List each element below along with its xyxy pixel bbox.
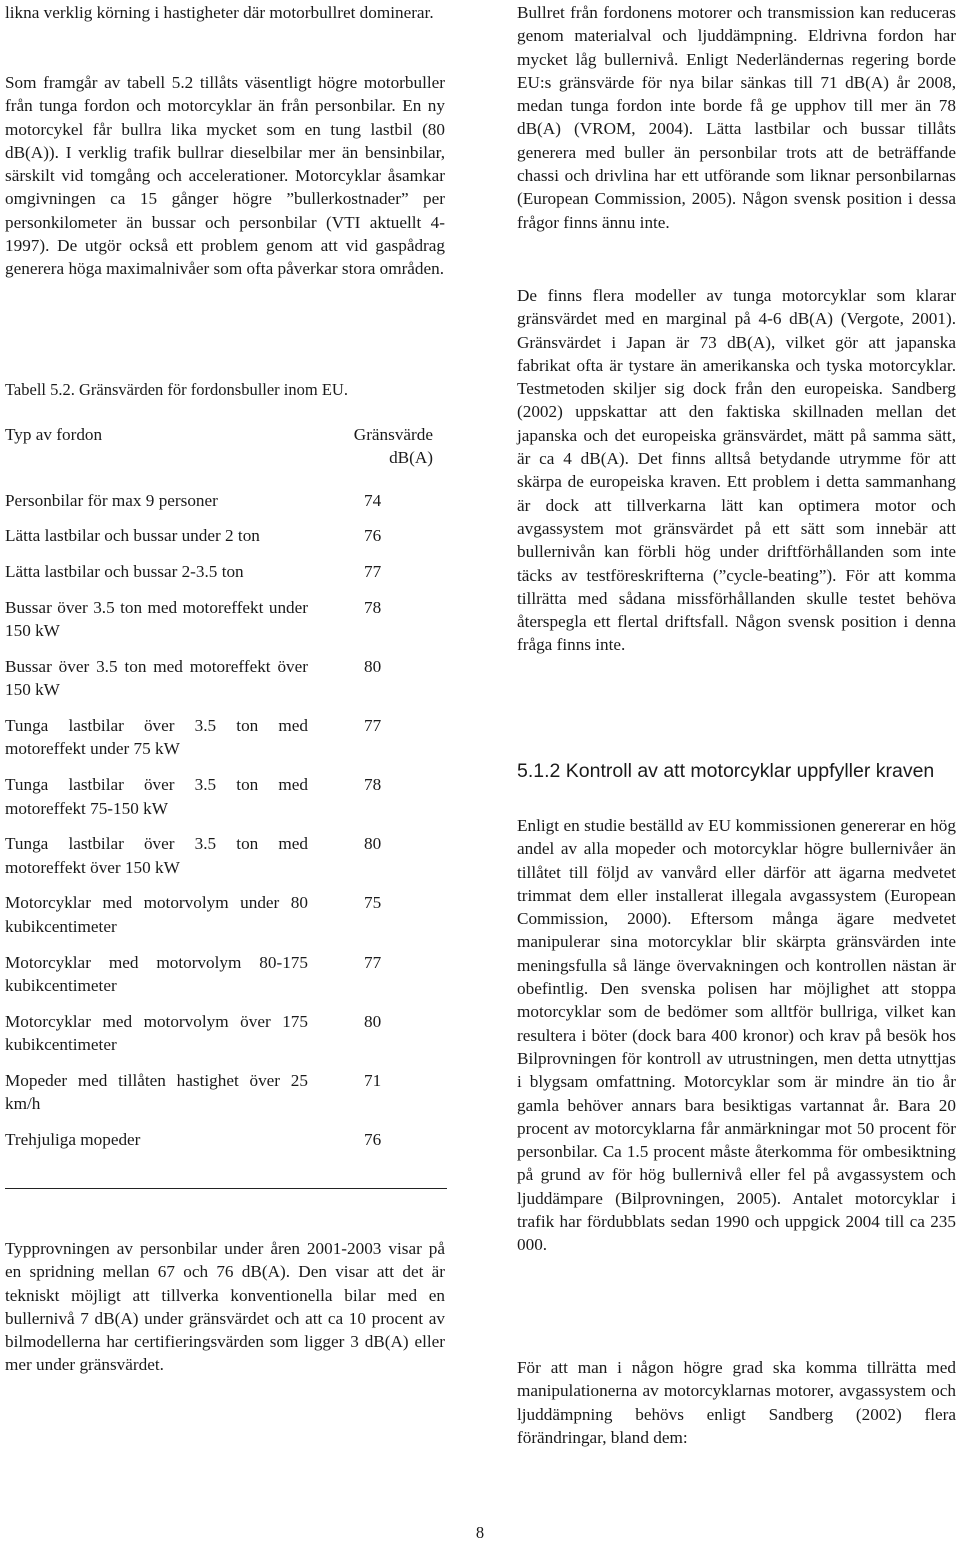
vehicle-type-cell: Tunga lastbilar över 3.5 ton med motoreffekt över 150 kW xyxy=(5,834,308,877)
vehicle-type-cell: Personbilar för max 9 personer xyxy=(5,490,218,510)
limit-cell: 77 xyxy=(364,952,382,972)
table-row xyxy=(5,1010,447,1069)
table-row xyxy=(5,524,447,560)
vehicle-type-cell: Motorcyklar med motorvolym 80-175 kubikcentimeter xyxy=(5,952,308,995)
vehicle-type-cell: Lätta lastbilar och bussar under 2 ton xyxy=(5,526,260,546)
vehicle-type-cell: Lätta lastbilar och bussar 2-3.5 ton xyxy=(5,562,244,582)
table-row xyxy=(5,773,447,832)
limit-cell: 71 xyxy=(364,1070,382,1090)
table-row xyxy=(5,489,447,525)
vehicle-type-cell: Tunga lastbilar över 3.5 ton med motoreffekt under 75 kW xyxy=(5,716,308,759)
table-row xyxy=(5,596,447,655)
header-vehicle-type: Typ av fordon xyxy=(5,425,103,444)
vehicle-type-cell: Motorcyklar med motorvolym över 175 kubikcentimeter xyxy=(5,1011,308,1054)
limit-cell: 75 xyxy=(364,893,382,913)
vehicle-type-cell: Bussar över 3.5 ton med motoreffekt över 150 kW xyxy=(5,657,308,700)
limit-cell: 80 xyxy=(364,834,382,854)
limit-cell: 80 xyxy=(364,1011,382,1031)
paragraph-type-approval: Typprovningen av personbilar under åren 2001-2003 visar på en spridning mellan 67 och 76 dB(A). Den visar att det är tekniskt möjligt att tillverka konventionella bilar med en bullernivå 7 dB(A) under gränsvärdet och att ca 10 procent av bilmodellerna har certifieringsvärden som ligger 3 dB(A) eller mer under gränsvärdet. xyxy=(5,1239,445,1375)
table-row xyxy=(5,714,447,773)
limit-cell: 77 xyxy=(364,562,382,582)
header-limit: Gränsvärde dB(A) xyxy=(353,425,433,468)
limit-cell: 78 xyxy=(364,597,382,617)
table-row xyxy=(5,832,447,891)
limit-cell: 80 xyxy=(364,657,382,677)
vehicle-type-cell: Mopeder med tillåten hastighet över 25 km/h xyxy=(5,1070,308,1114)
limit-cell: 74 xyxy=(364,490,382,510)
limit-cell: 76 xyxy=(364,1129,382,1149)
limit-cell: 76 xyxy=(364,526,382,546)
table-row xyxy=(5,560,447,596)
noise-limits-table xyxy=(5,423,447,1151)
vehicle-type-cell: Trehjuliga mopeder xyxy=(5,1129,141,1149)
table-row xyxy=(5,1069,447,1128)
paragraph-motorcycle-models: De finns flera modeller av tunga motorcyklar som klarar gränsvärdet med en marginal på 4-6 dB(A) (Vergote, 2001). Gränsvärdet i Japan är 73 dB(A), vilket gör att japanska fabrikat ofta är tystare än amerikanska och tyska motorcyklar. Testmetoden skiljer sig dock från den europeiska. Sandberg (2002) uppskattar att den faktiska skillnaden mellan det japanska och det europeiska gränsvärdet, mätt på samma sätt, är ca 4 dB(A). Det finns alltså betydande utrymme för att skärpa de europeiska kraven. Ett problem i detta sammanhang är dock att tillverkarna lätt kan optimera motor och avgassystem mot gränsvärdet på ett sätt som innebär att bullernivån kan förbli hög under driftförhållanden som inte täcks av testföreskrifterna (”cycle-beating”). För att komma tillrätta med sådana missförhållanden skulle testet behöva återspegla ett flertal driftsfall. Någon svensk position i denna fråga finns inte. xyxy=(517,286,956,655)
paragraph-noise-comparison: Som framgår av tabell 5.2 tillåts väsentligt högre motorbuller från tunga fordon och motorcyklar än från personbilar. En ny motorcykel får bullra lika mycket som en tung lastbil (80 dB(A)). I verklig trafik bullrar dieselbilar mer än bensinbilar, särskilt vid tomgång och accelerationer. Motorcyklar åsamkar omgivningen ca 15 gånger högre ”bullerkostnader” per personkilometer än bussar och personbilar (VTI aktuellt 4-1997). De utgör också ett problem genom att vid gaspådrag generera höga maximalnivåer som ofta påverkar stora områden. xyxy=(5,73,445,279)
vehicle-type-cell: Bussar över 3.5 ton med motoreffekt under 150 kW xyxy=(5,597,308,641)
table-row xyxy=(5,891,447,950)
section-heading: 5.1.2 Kontroll av att motorcyklar uppfyller kraven xyxy=(517,760,935,782)
limit-cell: 77 xyxy=(364,716,382,736)
paragraph-sandberg: För att man i någon högre grad ska komma tillrätta med manipulationerna av motorcyklarnas motorer, avgassystem och ljuddämpning behövs enligt Sandberg (2002) flera förändringar, bland dem: xyxy=(517,1358,956,1447)
limit-cell: 78 xyxy=(364,775,382,795)
paragraph-intro: likna verklig körning i hastigheter där motorbullret dominerar. xyxy=(5,3,434,22)
table-header-row xyxy=(5,423,447,489)
table-row xyxy=(5,951,447,1010)
vehicle-type-cell: Motorcyklar med motorvolym under 80 kubikcentimeter xyxy=(5,893,308,936)
table-row xyxy=(5,1128,447,1151)
vehicle-type-cell: Tunga lastbilar över 3.5 ton med motoreffekt 75-150 kW xyxy=(5,775,308,818)
table-bottom-rule xyxy=(5,1188,447,1189)
page-number: 8 xyxy=(475,1523,485,1542)
table-caption: Tabell 5.2. Gränsvärden för fordonsbuller inom EU. xyxy=(5,380,348,399)
paragraph-noise-reduction: Bullret från fordonens motorer och transmission kan reduceras genom materialval och ljuddämpning. Eldrivna fordon har mycket låg bullernivå. Enligt Nederländernas regering borde EU:s gränsvärde för nya bilar sänkas till 71 dB(A) år 2008, medan tunga fordon inte borde få ge upphov till mer än 78 dB(A) (VROM, 2004). Lätta lastbilar och bussar tillåts generera med buller än personbilar trots att de beträffande chassi och drivlina har ett utförande som liknar personbilarnas (European Commission, 2005). Någon svensk position i dessa frågor finns ännu inte. xyxy=(517,3,956,232)
paragraph-eu-study: Enligt en studie beställd av EU kommissionen genererar en hög andel av alla mopeder och motorcyklar högre bullernivåer än tillåtet till följd av vanvård eller därför att ägarna medvetet trimmat dem eller installerat illegala avgassystem (European Commission, 2000). Eftersom många ägare medvetet manipulerar sina motorcyklar blir skärpta gränsvärden inte meningsfulla så länge övervakningen och kontrollen nästan är obefintlig. Den svenska polisen har möjlighet att stoppa motorcyklar som de bedömer som alltför bullriga, vilket kan resultera i böter (dock bara 400 kronor) och krav på besök hos Bilprovningen för kontroll av utrustningen, men detta utnyttjas i blygsam omfattning. Motorcyklar som är mindre än tio år gamla behöver annars bara besiktigas vartannat år. Bara 20 procent av motorcyklarna får anmärkningar mot 50 procent för personbilar. Ca 1.5 procent måste återkomma för ombesiktning på grund av för hög bullernivå eller fel på avgassystem och ljuddämpare (Bilprovningen, 2005). Antalet motorcyklar i trafik har fördubblats sedan 1990 och uppgick 2004 till ca 235 000. xyxy=(517,816,956,1255)
table-row xyxy=(5,655,447,714)
